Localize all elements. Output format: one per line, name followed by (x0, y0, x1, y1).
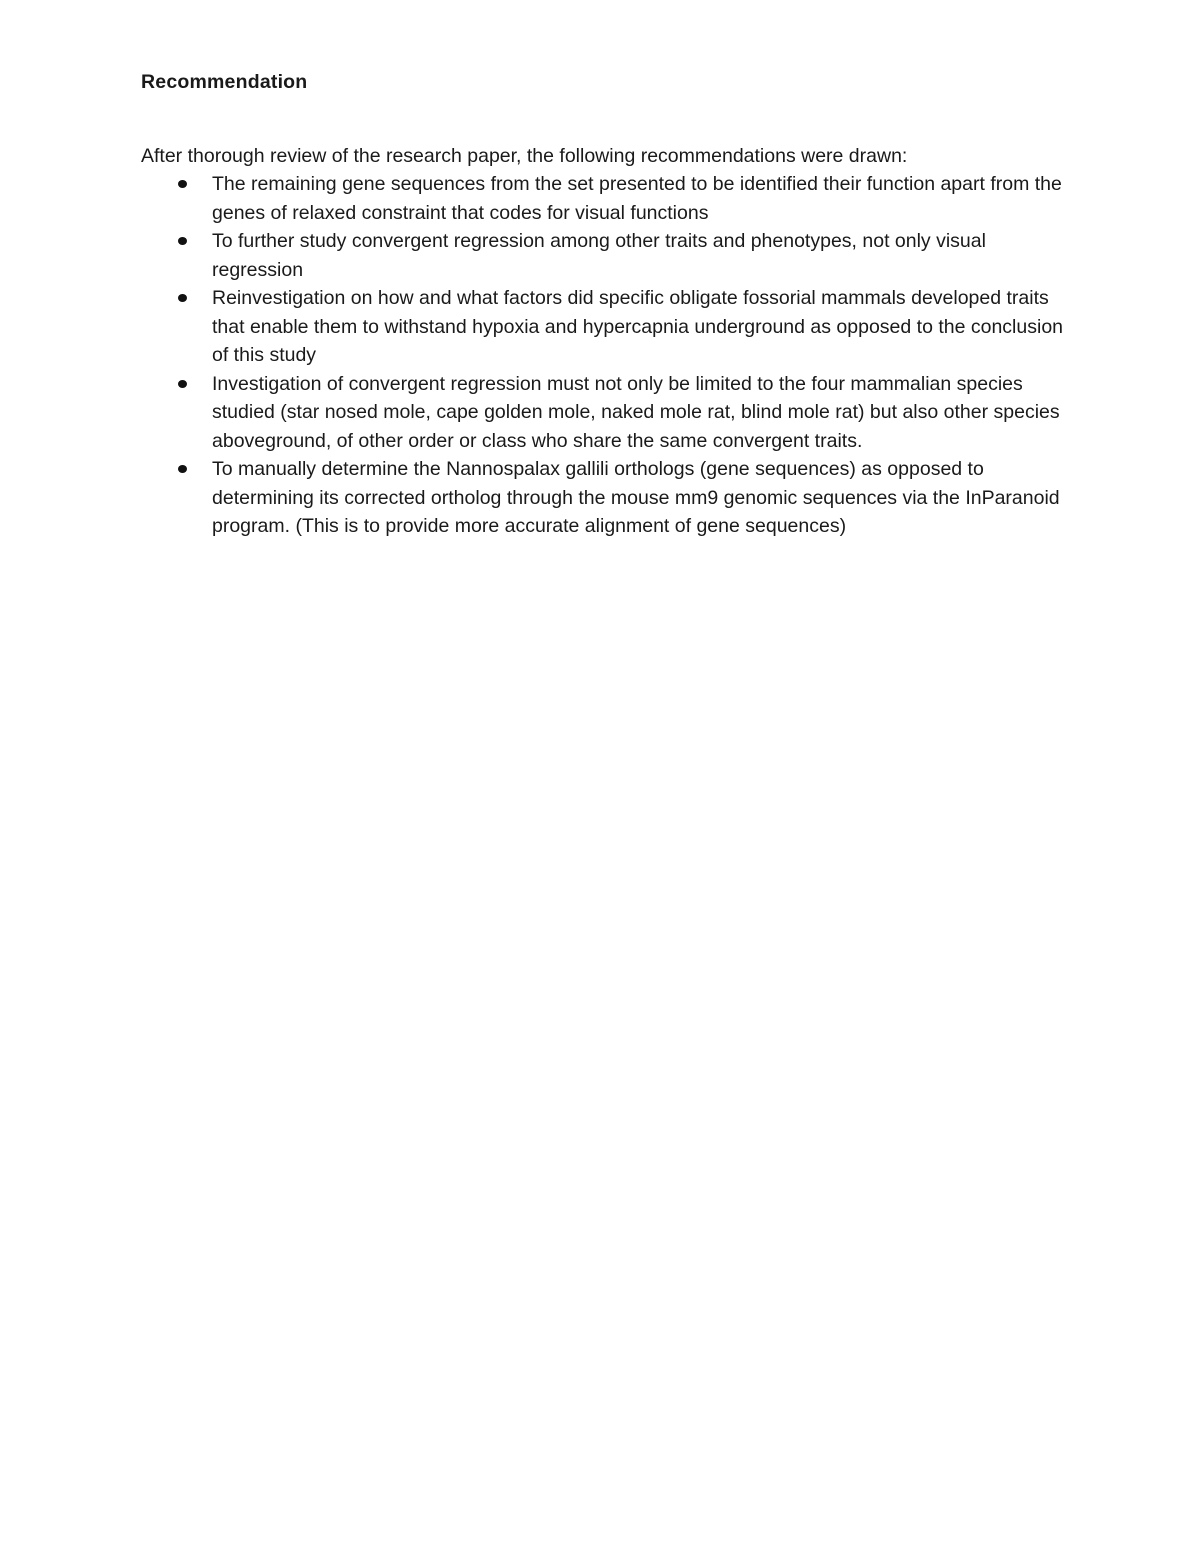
list-item-text: To manually determine the Nannospalax gallili orthologs (gene sequences) as opposed to determining its corrected ortholog through the mouse mm9 genomic sequences via the InParanoid program. (This is to provide more accurate alignment of gene sequences) (212, 458, 1060, 537)
recommendation-list (141, 170, 1071, 541)
list-item (141, 170, 1071, 227)
bullet-icon (178, 465, 187, 473)
intro-paragraph: After thorough review of the research paper, the following recommendations were drawn: (141, 145, 908, 167)
page-title: Recommendation (141, 71, 308, 93)
list-item-text: Investigation of convergent regression must not only be limited to the four mammalian species studied (star nosed mole, cape golden mole, naked mole rat, blind mole rat) but also other species aboveground, of other order or class who share the same convergent traits. (212, 372, 1060, 452)
bullet-icon (178, 180, 187, 188)
list-item-text: To further study convergent regression among other traits and phenotypes, not only visual regression (212, 230, 986, 281)
list-item (141, 227, 1071, 284)
list-item-text: The remaining gene sequences from the set presented to be identified their function apart from the genes of relaxed constraint that codes for visual functions (212, 173, 1062, 224)
bullet-icon (178, 237, 187, 245)
list-item-text: Reinvestigation on how and what factors did specific obligate fossorial mammals developed traits that enable them to withstand hypoxia and hypercapnia underground as opposed to the conclusion of this study (212, 287, 1064, 366)
bullet-icon (178, 380, 187, 388)
list-item (141, 284, 1071, 370)
list-item (141, 370, 1071, 456)
list-item (141, 455, 1071, 541)
bullet-icon (178, 294, 187, 302)
